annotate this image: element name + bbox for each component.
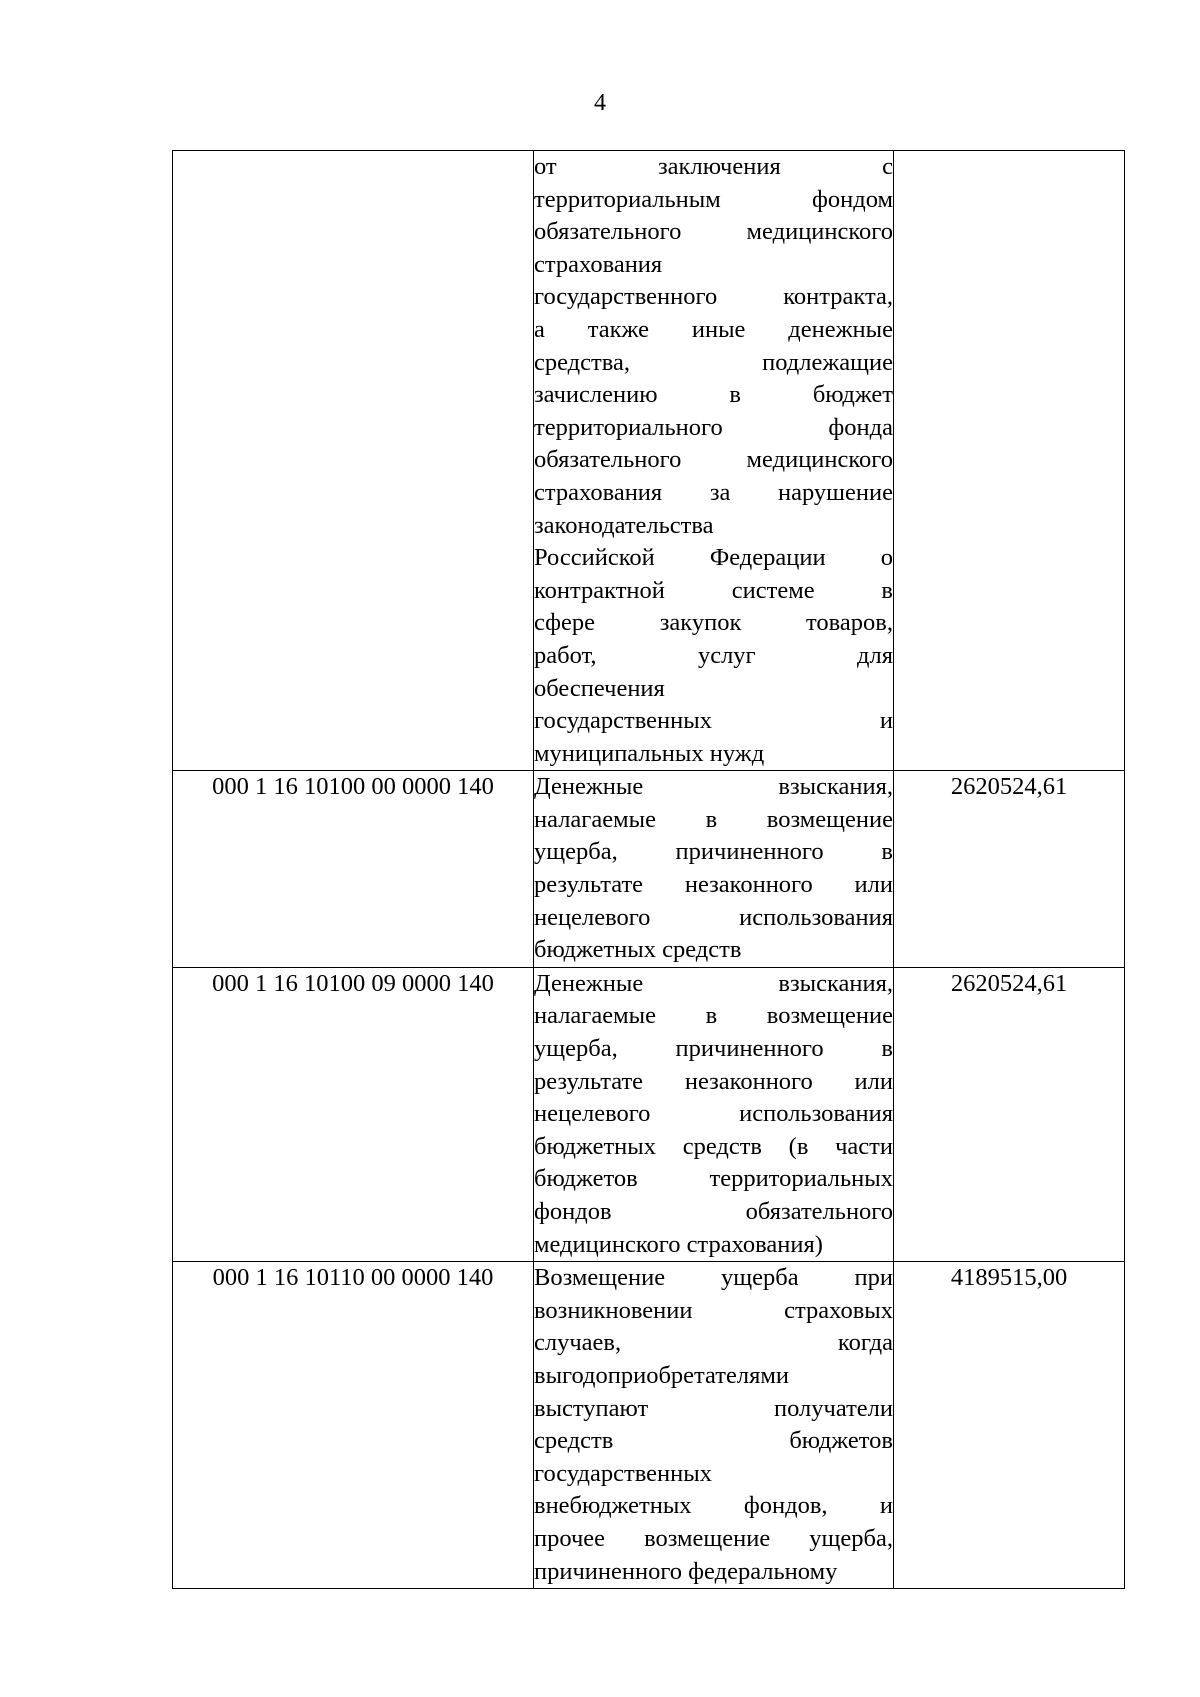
amount-cell [894,151,1125,771]
description-line: от заключения с [534,153,893,180]
description-line: случаев, когда [534,1329,893,1357]
description-line: страхования за нарушение [534,478,893,506]
description-line: выступают получатели [534,1394,893,1422]
description-line: средства, подлежащие [534,348,893,376]
description-line: возникновении страховых [534,1296,893,1324]
description-line: государственного контракта, [534,283,893,311]
description-line: медицинского страхования) [534,1230,823,1258]
description-line: налагаемые в возмещение [534,1002,893,1030]
description-line: ущерба, причиненного в [534,838,893,866]
amount-cell: 2620524,61 [894,967,1125,1261]
description-line: а также иные денежные [534,315,893,343]
description-line: контрактной системе в [534,576,893,604]
description-line: бюджетных средств [534,936,742,964]
budget-table [172,150,1125,1589]
description-line: государственных и [534,707,893,735]
budget-code-cell: 000 1 16 10110 00 0000 140 [173,1262,534,1589]
description-line: работ, услуг для [534,641,893,669]
amount-cell: 2620524,61 [894,771,1125,968]
table-row [173,1262,1125,1589]
description-line: обязательного медицинского [534,446,893,474]
description-line: государственных [534,1459,712,1487]
description-line: Российской Федерации о [534,544,893,572]
description-line: муниципальных нужд [534,739,765,767]
description-cell [534,1262,894,1589]
description-line: нецелевого использования [534,1100,893,1128]
description-line: налагаемые в возмещение [534,805,893,833]
description-line: зачислению в бюджет [534,381,893,409]
description-line: результате незаконного или [534,871,893,899]
description-line: обязательного медицинского [534,218,893,246]
table-body [173,151,1125,1589]
description-line: Возмещение ущерба при [534,1264,893,1292]
description-line: внебюджетных фондов, и [534,1492,893,1520]
description-line: сфере закупок товаров, [534,609,893,637]
description-line: Денежные взыскания, [534,969,893,997]
description-line: территориального фонда [534,413,893,441]
table-row [173,771,1125,968]
page-number: 4 [594,90,606,116]
amount-cell: 4189515,00 [894,1262,1125,1589]
description-line: нецелевого использования [534,903,893,931]
description-line: Денежные взыскания, [534,773,893,801]
table-row [173,967,1125,1261]
description-line: средств бюджетов [534,1427,893,1455]
description-cell [534,967,894,1261]
description-line: результате незаконного или [534,1067,893,1095]
description-cell [534,151,894,771]
budget-code-cell: 000 1 16 10100 09 0000 140 [173,967,534,1261]
description-line: фондов обязательного [534,1198,893,1225]
description-line: причиненного федеральному [534,1557,838,1585]
description-line: законодательства [534,511,714,539]
table-row [173,151,1125,771]
budget-code-cell [173,151,534,771]
description-line: выгодоприобретателями [534,1361,789,1389]
description-line: бюджетных средств (в части [534,1132,893,1160]
description-cell [534,771,894,968]
description-line: страхования [534,250,663,278]
description-line: прочее возмещение ущерба, [534,1524,893,1552]
description-line: бюджетов территориальных [534,1165,893,1193]
description-line: ущерба, причиненного в [534,1035,893,1063]
description-line: обеспечения [534,674,665,702]
budget-code-cell: 000 1 16 10100 00 0000 140 [173,771,534,968]
description-line: территориальным фондом [534,185,893,213]
